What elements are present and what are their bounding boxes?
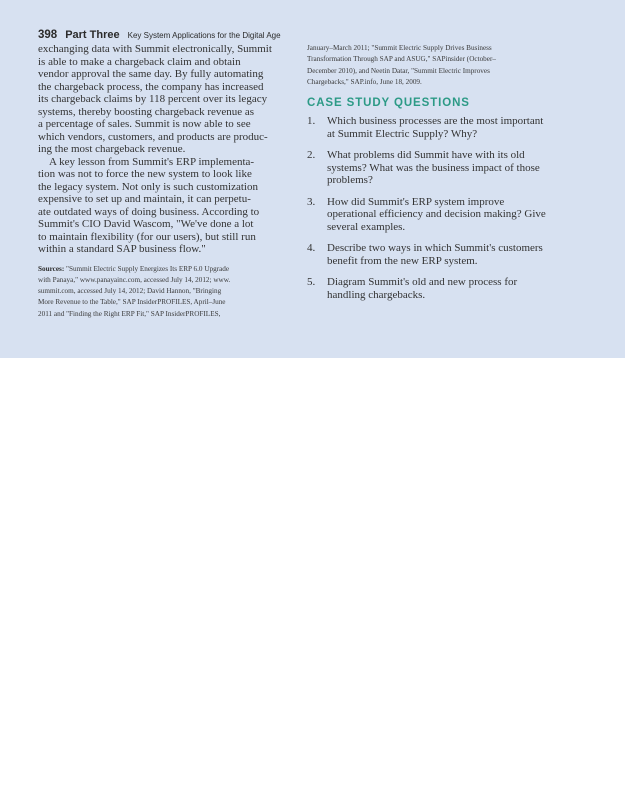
text-line: systems, thereby boosting chargeback revenue as xyxy=(38,105,255,118)
part-title: Key System Applications for the Digital Age xyxy=(127,31,281,40)
paragraph-2 xyxy=(38,156,290,256)
text-line: ing the most chargeback revenue. xyxy=(38,143,186,155)
text-line: ate outdated ways of doing business. According to xyxy=(38,205,260,218)
sources-line: More Revenue to the Table," SAP InsiderPROFILES, April–June xyxy=(38,298,226,307)
question-line: Describe two ways in which Summit's customers xyxy=(327,242,543,255)
question-number: 3. xyxy=(307,195,316,208)
text-line: is able to make a chargeback claim and obtain xyxy=(38,55,241,68)
text-line: A key lesson from Summit's ERP implementa- xyxy=(49,155,255,168)
sources-line: December 2010), and Neetin Datar, "Summit Electric Improves xyxy=(307,66,490,75)
question-line: at Summit Electric Supply? Why? xyxy=(327,127,478,140)
sources-line: summit.com, accessed July 14, 2012; David Hannon, "Bringing xyxy=(38,287,222,296)
sources-continuation xyxy=(307,43,549,88)
question-line: Which business processes are the most important xyxy=(327,115,544,128)
question-2 xyxy=(307,149,549,187)
text-line: the legacy system. Not only is such customization xyxy=(38,180,258,193)
question-1 xyxy=(307,115,549,140)
sources-text: "Summit Electric Supply Energizes Its ERP 6.0 Upgrade xyxy=(64,264,230,273)
page-number: 398 xyxy=(38,29,58,41)
question-line: How did Summit's ERP system improve xyxy=(327,195,505,208)
part-label: Part Three xyxy=(65,29,120,41)
sources-line xyxy=(38,264,290,275)
right-column xyxy=(307,43,549,310)
question-line: What problems did Summit have with its old xyxy=(327,149,525,162)
text-line: exchanging data with Summit electronically, Summit xyxy=(38,43,272,55)
question-line: problems? xyxy=(327,174,373,187)
text-line: which vendors, customers, and products are produc- xyxy=(38,130,268,143)
question-line: benefit from the new ERP system. xyxy=(327,254,478,267)
text-line: the chargeback process, the company has increased xyxy=(38,80,264,93)
running-header xyxy=(38,25,281,43)
question-line: operational efficiency and decision making? Give xyxy=(327,208,546,221)
sources-label: Sources: xyxy=(38,264,65,273)
text-line: its chargeback claims by 118 percent over its legacy xyxy=(38,93,268,105)
text-line: Summit's CIO David Wascom, "We've done a lot xyxy=(38,218,254,230)
question-number: 1. xyxy=(307,115,316,128)
question-line: systems? What was the business impact of those xyxy=(327,161,540,174)
question-number: 2. xyxy=(307,149,316,162)
question-5 xyxy=(307,276,549,301)
text-line: within a standard SAP business flow." xyxy=(38,243,206,255)
text-line: to maintain flexibility (for our users), but still run xyxy=(38,230,256,243)
question-4 xyxy=(307,242,549,267)
question-line: Diagram Summit's old and new process for xyxy=(327,276,518,289)
case-study-questions-heading: CASE STUDY QUESTIONS xyxy=(307,97,470,110)
question-3 xyxy=(307,196,549,234)
question-line: several examples. xyxy=(327,220,406,233)
question-number: 4. xyxy=(307,242,316,255)
sources-line: 2011 and "Finding the Right ERP Fit," SAP InsiderPROFILES, xyxy=(38,309,221,318)
text-line: tion was not to force the new system to look like xyxy=(38,168,252,180)
sources-line: Transformation Through SAP and ASUG," SAPinsider (October– xyxy=(307,55,496,64)
text-line: expensive to set up and maintain, it can perpetu- xyxy=(38,193,251,205)
sources-block xyxy=(38,264,290,320)
left-column xyxy=(38,43,290,320)
paragraph-1 xyxy=(38,43,290,156)
question-number: 5. xyxy=(307,276,316,289)
question-line: handling chargebacks. xyxy=(327,288,426,301)
text-line: vendor approval the same day. By fully automating xyxy=(38,68,264,80)
text-line: a percentage of sales. Summit is now able to see xyxy=(38,118,251,130)
sources-line: January–March 2011; "Summit Electric Supply Drives Business xyxy=(307,44,492,52)
sources-line: with Panaya," www.panayainc.com, accessed July 14, 2012; www. xyxy=(38,275,231,284)
sources-line: Chargebacks," SAP.info, June 18, 2009. xyxy=(307,77,422,86)
